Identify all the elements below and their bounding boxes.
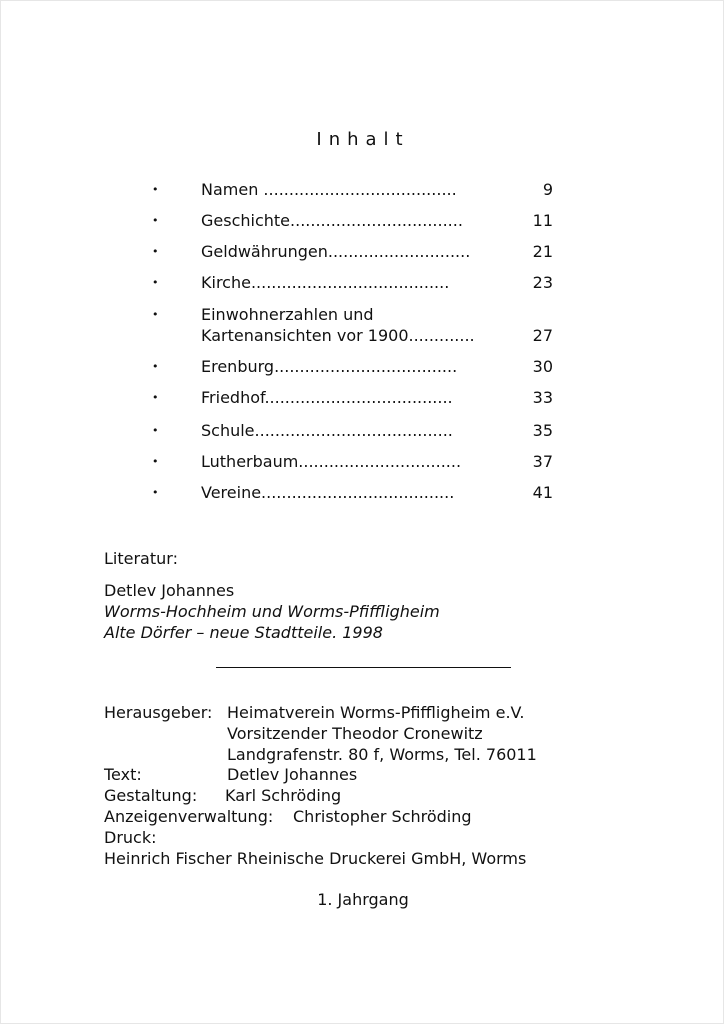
toc-page-number: 9 — [542, 180, 553, 199]
imprint-publisher-chair: Vorsitzender Theodor Cronewitz — [227, 724, 483, 743]
imprint-design-label: Gestaltung: — [104, 786, 198, 805]
imprint-publisher-name: Heimatverein Worms-Pfiffligheim e.V. — [227, 703, 525, 722]
toc-page-number: 11 — [532, 211, 553, 230]
bullet: • — [152, 486, 159, 499]
imprint-print-label: Druck: — [104, 828, 157, 847]
imprint-design-value: Karl Schröding — [225, 786, 342, 805]
bullet: • — [152, 245, 159, 258]
imprint-text-value: Detlev Johannes — [227, 765, 358, 784]
toc-label: Lutherbaum................................ — [201, 452, 462, 471]
imprint-publisher-address: Landgrafenstr. 80 f, Worms, Tel. 76011 — [227, 745, 537, 764]
imprint-ads-label: Anzeigenverwaltung: — [104, 807, 274, 826]
literature-heading: Literatur: — [104, 549, 178, 568]
bullet: • — [152, 214, 159, 227]
toc-label: Vereine...................................... — [201, 483, 455, 502]
bullet: • — [152, 391, 159, 404]
toc-label: Friedhof..................................... — [201, 388, 453, 407]
toc-page-number: 33 — [532, 388, 553, 407]
toc-page-number: 23 — [532, 273, 553, 292]
bullet: • — [152, 424, 159, 437]
toc-label: Namen ...................................... — [201, 180, 457, 199]
toc-label: Kirche....................................... — [201, 273, 450, 292]
imprint-print-value: Heinrich Fischer Rheinische Druckerei GmbH, Worms — [104, 849, 527, 868]
bullet: • — [152, 360, 159, 373]
toc-label: Erenburg.................................... — [201, 357, 458, 376]
literature-book-subtitle: Alte Dörfer – neue Stadtteile. 1998 — [104, 623, 383, 642]
literature-book-title: Worms-Hochheim und Worms-Pfiffligheim — [104, 602, 440, 621]
imprint-ads-value: Christopher Schröding — [293, 807, 472, 826]
bullet: • — [152, 455, 159, 468]
edition-note: 1. Jahrgang — [317, 890, 409, 909]
bullet: • — [152, 308, 159, 321]
toc-page-number: 27 — [532, 326, 553, 345]
imprint-text-label: Text: — [104, 765, 142, 784]
toc-page-number: 21 — [532, 242, 553, 261]
divider-line — [216, 667, 511, 668]
bullet: • — [152, 183, 159, 196]
toc-page-number: 35 — [532, 421, 553, 440]
literature-author: Detlev Johannes — [104, 581, 235, 600]
toc-page-number: 41 — [532, 483, 553, 502]
toc-page-number: 37 — [532, 452, 553, 471]
toc-label-line1: Einwohnerzahlen und — [201, 305, 374, 324]
toc-label: Geldwährungen............................ — [201, 242, 471, 261]
bullet: • — [152, 276, 159, 289]
toc-label: Schule....................................... — [201, 421, 453, 440]
toc-label-line2: Kartenansichten vor 1900............. — [201, 326, 475, 345]
toc-label — [201, 304, 475, 346]
page-title: Inhalt — [316, 129, 410, 150]
toc-label: Geschichte.................................. — [201, 211, 463, 230]
imprint-publisher-label: Herausgeber: — [104, 703, 213, 722]
toc-page-number: 30 — [532, 357, 553, 376]
